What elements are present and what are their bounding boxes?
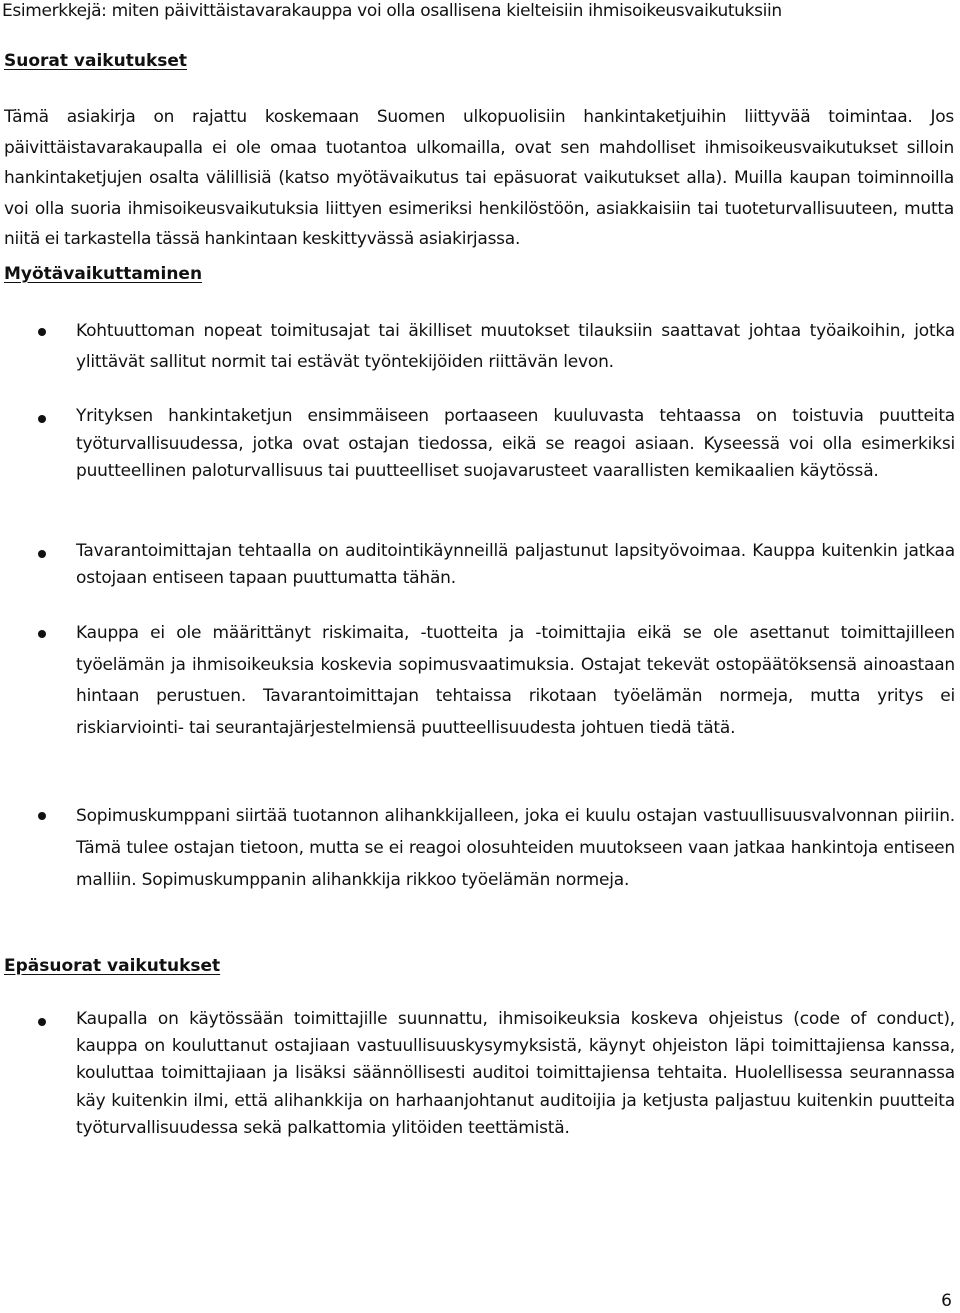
- list-item-text: Tavarantoimittajan tehtaalla on auditointikäynneillä paljastunut lapsityövoimaa. Kauppa kuitenkin jatkaa ostojaan entiseen tapaan puuttumatta tähän.: [76, 541, 955, 588]
- bullet-icon: [38, 328, 46, 336]
- bullet-icon: [38, 1018, 46, 1026]
- heading-contribution: Myötävaikuttaminen: [4, 264, 203, 284]
- list-item-text: Sopimuskumppani siirtää tuotannon alihankkijalleen, joka ei kuulu ostajan vastuullisuusvalvonnan piiriin. Tämä tulee ostajan tietoon, mutta se ei reagoi olosuhteiden muutokseen vaan jatkaa hankintoja entiseen malliin. Sopimuskumppanin alihankkija rikkoo työelämän normeja.: [76, 806, 955, 890]
- bullet-icon: [38, 812, 46, 820]
- bullet-icon: [38, 550, 46, 558]
- heading-indirect-effects: Epäsuorat vaikutukset: [4, 956, 221, 976]
- intro-paragraph: Tämä asiakirja on rajattu koskemaan Suomen ulkopuolisiin hankintaketjuihin liittyvää toimintaa. Jos päivittäistavarakaupalla ei ole omaa tuotantoa ulkomailla, ovat sen mahdolliset ihmisoikeusvaikutukset silloin hankintaketjujen osalta välillisiä (katso myötävaikutus tai epäsuorat vaikutukset alla). Muilla kaupan toiminnoilla voi olla suoria ihmisoikeusvaikutuksia liittyen esimeriksi henkilöstöön, asiakkaisiin tai tuoteturvallisuuteen, mutta niitä ei tarkastella tässä hankintaan keskittyvässä asiakirjassa.: [4, 107, 954, 249]
- page-title: Esimerkkejä: miten päivittäistavarakauppa voi olla osallisena kielteisiin ihmisoikeusvaikutuksiin: [2, 1, 782, 21]
- bullet-icon: [38, 415, 46, 423]
- list-item-text: Kaupalla on käytössään toimittajille suunnattu, ihmisoikeuksia koskeva ohjeistus (code of conduct), kauppa on kouluttanut ostajiaan vastuullisuuskysymyksistä, käynyt ohjeiston läpi toimittajiensa kanssa, kouluttaa toimittajiaan ja lisäksi säännöllisesti auditoi toimittajiensa tehtaita. Huolellisessa seurannassa käy kuitenkin ilmi, että alihankkija on harhaanjohtanut auditoijia ja ketjusta paljastuu kuitenkin puutteita työturvallisuudessa sekä palkattomia ylitöiden teettämistä.: [76, 1009, 955, 1138]
- list-item-text: Kauppa ei ole määrittänyt riskimaita, -tuotteita ja -toimittajia eikä se ole asettanut toimittajilleen työelämän ja ihmisoikeuksia koskevia sopimusvaatimuksia. Ostajat tekevät ostopäätöksensä ainoastaan hintaan perustuen. Tavarantoimittajan tehtaissa rikotaan työelämän normeja, mutta yritys ei riskiarviointi- tai seurantajärjestelmiensä puutteellisuudesta johtuen tiedä tätä.: [76, 623, 955, 738]
- list-item-text: Kohtuuttoman nopeat toimitusajat tai äkilliset muutokset tilauksiin saattavat johtaa työaikoihin, jotka ylittävät sallitut normit tai estävät työntekijöiden riittävän levon.: [76, 321, 955, 372]
- list-item-text: Yrityksen hankintaketjun ensimmäiseen portaaseen kuuluvasta tehtaassa on toistuvia puutteita työturvallisuudessa, jotka ovat ostajan tiedossa, eikä se reagoi asiaan. Kyseessä voi olla esimerkiksi puutteellinen paloturvallisuus tai puutteelliset suojavarusteet vaarallisten kemikaalien käytössä.: [76, 406, 955, 482]
- page-number: 6: [941, 1291, 952, 1311]
- heading-direct-effects: Suorat vaikutukset: [4, 51, 188, 71]
- bullet-icon: [38, 630, 46, 638]
